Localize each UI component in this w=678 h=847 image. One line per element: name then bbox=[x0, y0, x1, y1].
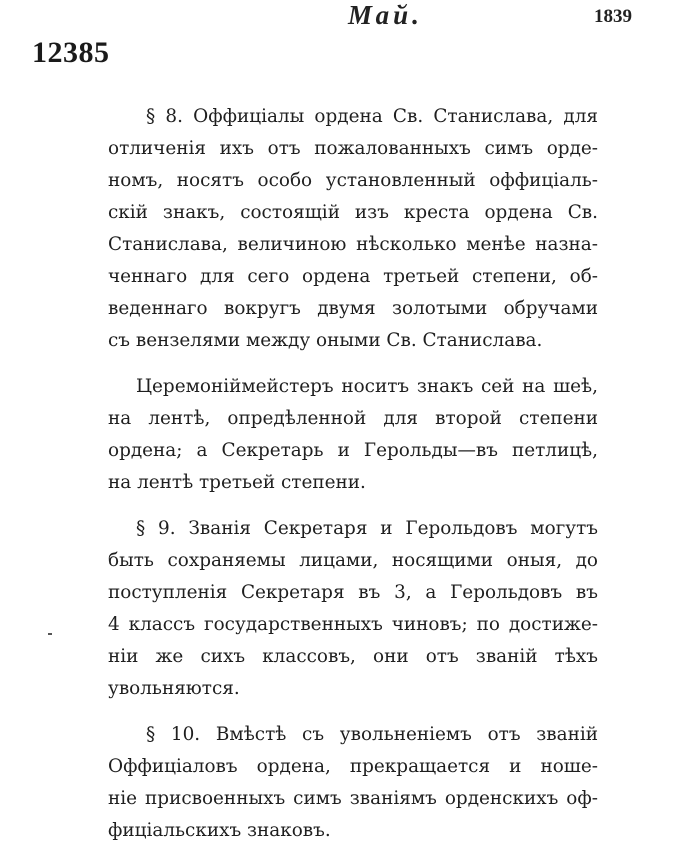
text-line: скій знакъ, состоящій изъ креста ордена Св. bbox=[108, 202, 598, 223]
text-line: Станислава, величиною нѣсколько менѣе назна- bbox=[108, 234, 598, 255]
text-line: ордена; а Секретарь и Герольды—въ петлицѣ, bbox=[108, 440, 598, 461]
text-line: поступленія Секретаря въ 3, а Герольдовъ въ bbox=[108, 582, 598, 603]
text-line: Церемоніймейстеръ носитъ знакъ сей на шеѣ, bbox=[136, 376, 598, 397]
text-line: ченнаго для сего ордена третьей степени, об- bbox=[108, 266, 598, 287]
text-line: на лентѣ третьей степени. bbox=[108, 472, 366, 493]
text-line: § 10. Вмѣстѣ съ увольненіемъ отъ званій bbox=[146, 724, 598, 745]
page-header-month: Май. bbox=[348, 0, 423, 30]
text-line: § 9. Званія Секретаря и Герольдовъ могутъ bbox=[136, 518, 598, 539]
text-line: на лентѣ, опредѣленной для второй степени bbox=[108, 408, 598, 429]
paragraph-ceremony bbox=[108, 371, 598, 499]
text-line: отличенія ихъ отъ пожалованныхъ симъ орде- bbox=[108, 138, 598, 159]
document-body bbox=[108, 101, 598, 847]
text-line: § 8. Оффиціалы ордена Св. Станислава, для bbox=[146, 106, 598, 127]
text-line: увольняются. bbox=[108, 678, 240, 699]
document-number: 12385 bbox=[32, 36, 110, 69]
text-line: ніи же сихъ классовъ, они отъ званій тѣхъ bbox=[108, 646, 598, 667]
text-line: веденнаго вокругъ двумя золотыми обручами bbox=[108, 298, 598, 319]
text-line: ніе присвоенныхъ симъ званіямъ орденскихъ оф- bbox=[108, 788, 598, 809]
text-line: 4 классъ государственныхъ чиновъ; по достиже- bbox=[108, 614, 598, 635]
text-line: съ вензелями между оными Св. Станислава. bbox=[108, 330, 543, 351]
page-header-year: 1839 bbox=[594, 6, 632, 27]
paragraph-section-10 bbox=[108, 719, 598, 847]
paragraph-section-8 bbox=[108, 101, 598, 357]
text-line: Оффиціаловъ ордена, прекращается и ноше- bbox=[108, 756, 598, 777]
paragraph-section-9 bbox=[108, 513, 598, 705]
text-line: номъ, носятъ особо установленный оффиціаль- bbox=[108, 170, 598, 191]
text-line: быть сохраняемы лицами, носящими оныя, до bbox=[108, 550, 598, 571]
margin-mark bbox=[48, 633, 52, 635]
text-line: фиціальскихъ знаковъ. bbox=[108, 820, 331, 841]
